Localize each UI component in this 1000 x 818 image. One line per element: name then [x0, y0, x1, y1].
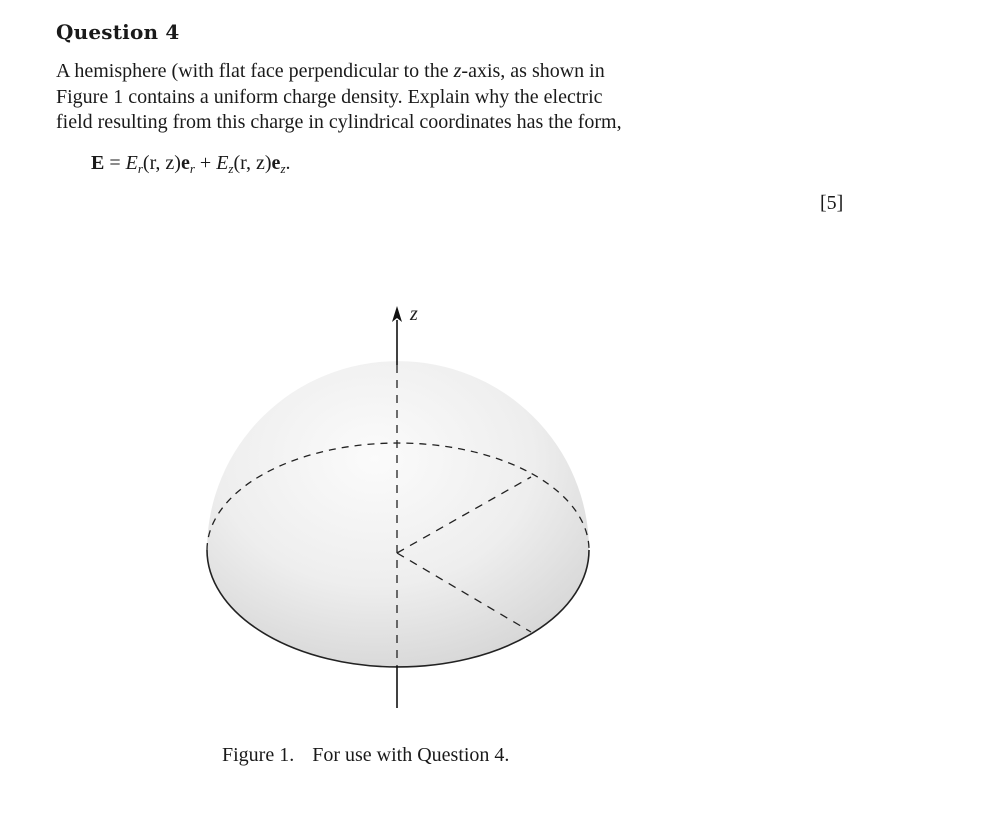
- question-line-1: A hemisphere (with flat face perpendicular to the z-axis, as shown in: [56, 60, 605, 82]
- hemisphere-surface: [207, 361, 589, 667]
- field-equation: $E = E_r(r$, $z)e_r + E_z(r$, $z)e_z$.: [91, 152, 291, 176]
- z-axis-label: z: [410, 303, 418, 325]
- figure-caption-label: Figure 1.: [222, 744, 295, 766]
- marks-label: [5]: [820, 192, 844, 214]
- question-line-2: Figure 1 contains a uniform charge density. Explain why the electric: [56, 85, 603, 108]
- question-line-3: field resulting from this charge in cylindrical coordinates has the form,: [56, 111, 622, 133]
- z-axis-arrowhead: [392, 306, 402, 322]
- figure-caption: [222, 744, 509, 767]
- figure-caption-text: For use with Question 4.: [312, 744, 510, 766]
- question-heading: Question 4: [56, 20, 180, 44]
